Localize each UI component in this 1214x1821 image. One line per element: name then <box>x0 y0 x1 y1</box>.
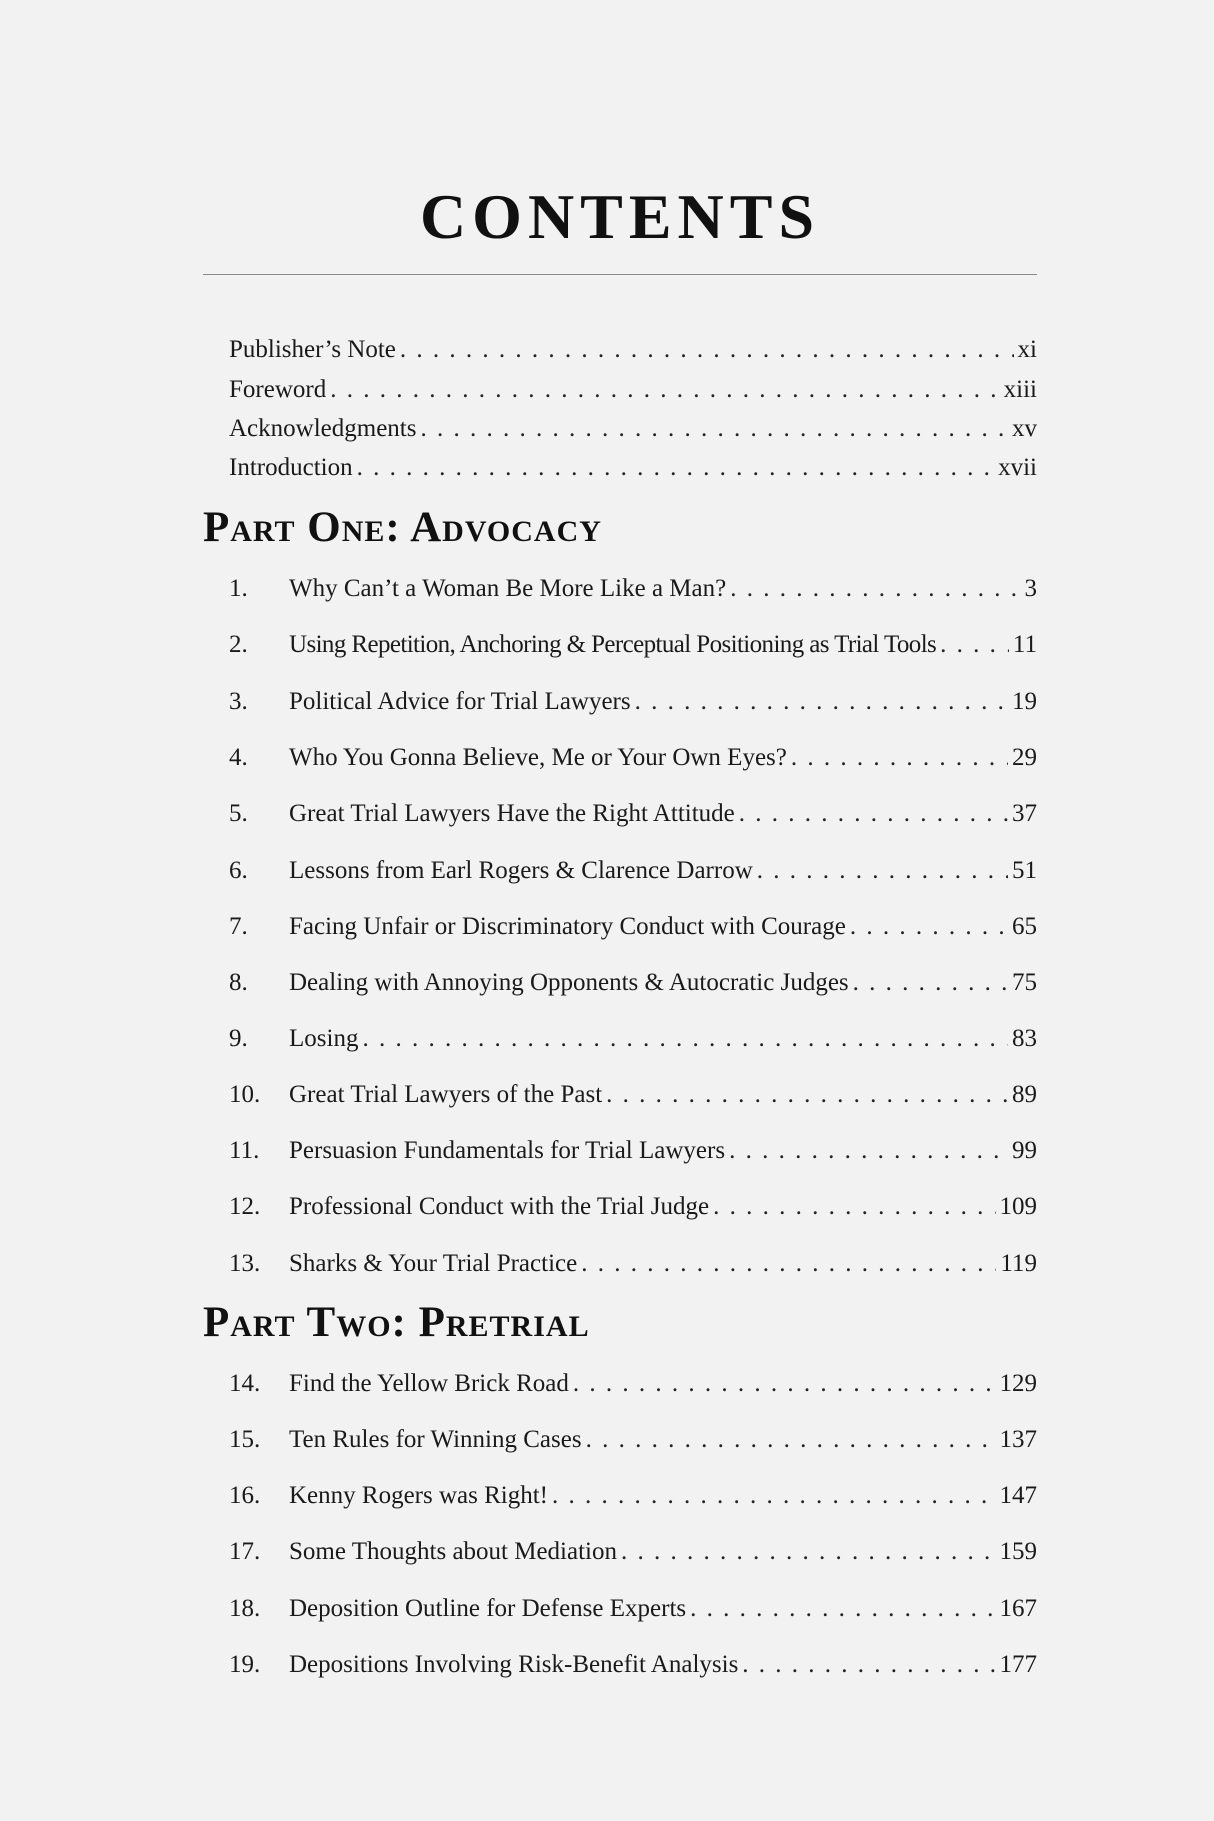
chapter-title: Great Trial Lawyers of the Past <box>289 1081 603 1108</box>
toc-entry-publishers-note[interactable] <box>229 330 1037 370</box>
chapter-number: 3. <box>229 688 248 715</box>
toc-chapter-12[interactable] <box>229 1186 1037 1228</box>
chapter-title: Persuasion Fundamentals for Trial Lawyers <box>289 1137 726 1164</box>
toc-chapter-13[interactable] <box>229 1243 1037 1285</box>
entry-page: xvii <box>998 454 1037 481</box>
chapter-page: 119 <box>1000 1250 1037 1277</box>
chapter-page: 177 <box>999 1651 1037 1678</box>
dot-leader <box>729 1130 1008 1172</box>
chapter-number: 15. <box>229 1426 261 1453</box>
toc-chapter-1[interactable] <box>229 568 1037 610</box>
entry-label: Foreword <box>229 376 327 403</box>
chapter-title: Professional Conduct with the Trial Judge <box>289 1193 710 1220</box>
toc-chapter-19[interactable] <box>229 1644 1037 1686</box>
toc-chapter-18[interactable] <box>229 1588 1037 1630</box>
chapter-title: Dealing with Annoying Opponents & Autocratic Judges <box>289 969 849 996</box>
chapter-number: 1. <box>229 575 248 602</box>
chapter-page: 19 <box>1012 688 1037 715</box>
toc-chapter-16[interactable] <box>229 1475 1037 1517</box>
dot-leader <box>635 681 1008 723</box>
chapter-number: 12. <box>229 1193 261 1220</box>
chapter-number: 18. <box>229 1595 261 1622</box>
toc-chapter-5[interactable] <box>229 793 1037 835</box>
chapter-number: 10. <box>229 1081 261 1108</box>
chapter-number: 6. <box>229 857 248 884</box>
entry-page: xv <box>1012 415 1037 442</box>
toc-chapter-10[interactable] <box>229 1074 1037 1116</box>
chapter-title: Depositions Involving Risk-Benefit Analysis <box>289 1651 739 1678</box>
chapter-page: 65 <box>1012 913 1037 940</box>
chapter-page: 37 <box>1012 800 1037 827</box>
toc-chapter-6[interactable] <box>229 850 1037 892</box>
chapter-title: Why Can’t a Woman Be More Like a Man? <box>289 575 727 602</box>
chapter-page: 129 <box>999 1370 1037 1397</box>
chapter-number: 2. <box>229 631 248 658</box>
chapter-number: 9. <box>229 1025 248 1052</box>
chapter-title: Using Repetition, Anchoring & Perceptual Positioning as Trial Tools <box>289 631 937 658</box>
chapter-page: 137 <box>999 1426 1037 1453</box>
chapter-title: Ten Rules for Winning Cases <box>289 1426 582 1453</box>
part-heading-pretrial[interactable]: Part Two: Pretrial <box>203 1299 590 1346</box>
chapter-page: 147 <box>999 1482 1037 1509</box>
dot-leader <box>730 568 1020 610</box>
chapter-title: Kenny Rogers was Right! <box>289 1482 548 1509</box>
dot-leader <box>586 1419 996 1461</box>
chapter-number: 8. <box>229 969 248 996</box>
toc-chapter-7[interactable] <box>229 906 1037 948</box>
toc-entry-introduction[interactable] <box>229 448 1037 488</box>
chapter-number: 16. <box>229 1482 261 1509</box>
dot-leader <box>739 793 1008 835</box>
part-heading-advocacy[interactable]: Part One: Advocacy <box>203 504 602 551</box>
chapter-page: 167 <box>999 1595 1037 1622</box>
chapter-number: 19. <box>229 1651 261 1678</box>
entry-page: xiii <box>1003 376 1037 403</box>
chapter-page: 159 <box>999 1538 1037 1565</box>
dot-leader <box>621 1531 996 1573</box>
chapter-number: 17. <box>229 1538 261 1565</box>
chapter-page: 75 <box>1012 969 1037 996</box>
toc-chapter-14[interactable] <box>229 1363 1037 1405</box>
entry-label: Introduction <box>229 454 353 481</box>
dot-leader <box>330 370 999 410</box>
chapter-number: 4. <box>229 744 248 771</box>
chapter-title: Great Trial Lawyers Have the Right Attitude <box>289 800 735 827</box>
chapter-page: 99 <box>1012 1137 1037 1164</box>
dot-leader <box>713 1186 995 1228</box>
chapter-number: 11. <box>229 1137 260 1164</box>
dot-leader <box>552 1475 996 1517</box>
title-divider <box>203 274 1037 275</box>
chapter-page: 29 <box>1012 744 1037 771</box>
dot-leader <box>791 737 1008 779</box>
dot-leader <box>742 1644 995 1686</box>
chapter-title: Lessons from Earl Rogers & Clarence Darrow <box>289 857 753 884</box>
dot-leader <box>757 850 1008 892</box>
chapter-number: 7. <box>229 913 248 940</box>
toc-chapter-8[interactable] <box>229 962 1037 1004</box>
chapter-page: 89 <box>1012 1081 1037 1108</box>
chapter-number: 13. <box>229 1250 261 1277</box>
dot-leader <box>940 624 1009 666</box>
toc-chapter-9[interactable] <box>229 1018 1037 1060</box>
chapter-title: Some Thoughts about Mediation <box>289 1538 617 1565</box>
entry-label: Acknowledgments <box>229 415 417 442</box>
chapter-page: 3 <box>1024 575 1037 602</box>
chapter-page: 109 <box>999 1193 1037 1220</box>
chapter-title: Losing <box>289 1025 359 1052</box>
chapter-page: 83 <box>1012 1025 1037 1052</box>
toc-chapter-17[interactable] <box>229 1531 1037 1573</box>
chapter-title: Deposition Outline for Defense Experts <box>289 1595 687 1622</box>
dot-leader <box>357 448 995 488</box>
dot-leader <box>606 1074 1008 1116</box>
entry-label: Publisher’s Note <box>229 336 396 363</box>
chapter-number: 14. <box>229 1370 261 1397</box>
toc-entry-foreword[interactable] <box>229 370 1037 410</box>
chapter-page: 51 <box>1012 857 1037 884</box>
dot-leader <box>853 962 1008 1004</box>
toc-chapter-4[interactable] <box>229 737 1037 779</box>
chapter-title: Sharks & Your Trial Practice <box>289 1250 578 1277</box>
toc-chapter-2[interactable] <box>229 624 1037 666</box>
chapter-title: Find the Yellow Brick Road <box>289 1370 569 1397</box>
dot-leader <box>420 409 1008 449</box>
dot-leader <box>690 1588 995 1630</box>
dot-leader <box>573 1363 996 1405</box>
dot-leader <box>400 330 1014 370</box>
entry-page: xi <box>1017 336 1037 363</box>
toc-chapter-15[interactable] <box>229 1419 1037 1461</box>
toc-chapter-3[interactable] <box>229 681 1037 723</box>
chapter-number: 5. <box>229 800 248 827</box>
dot-leader <box>362 1018 1008 1060</box>
page-title: CONTENTS <box>419 181 821 252</box>
toc-entry-acknowledgments[interactable] <box>229 409 1037 449</box>
toc-chapter-11[interactable] <box>229 1130 1037 1172</box>
chapter-title: Facing Unfair or Discriminatory Conduct with Courage <box>289 913 846 940</box>
dot-leader <box>581 1243 996 1285</box>
chapter-title: Who You Gonna Believe, Me or Your Own Eyes? <box>289 744 787 771</box>
chapter-title: Political Advice for Trial Lawyers <box>289 688 631 715</box>
dot-leader <box>850 906 1008 948</box>
chapter-page: 11 <box>1012 631 1037 658</box>
